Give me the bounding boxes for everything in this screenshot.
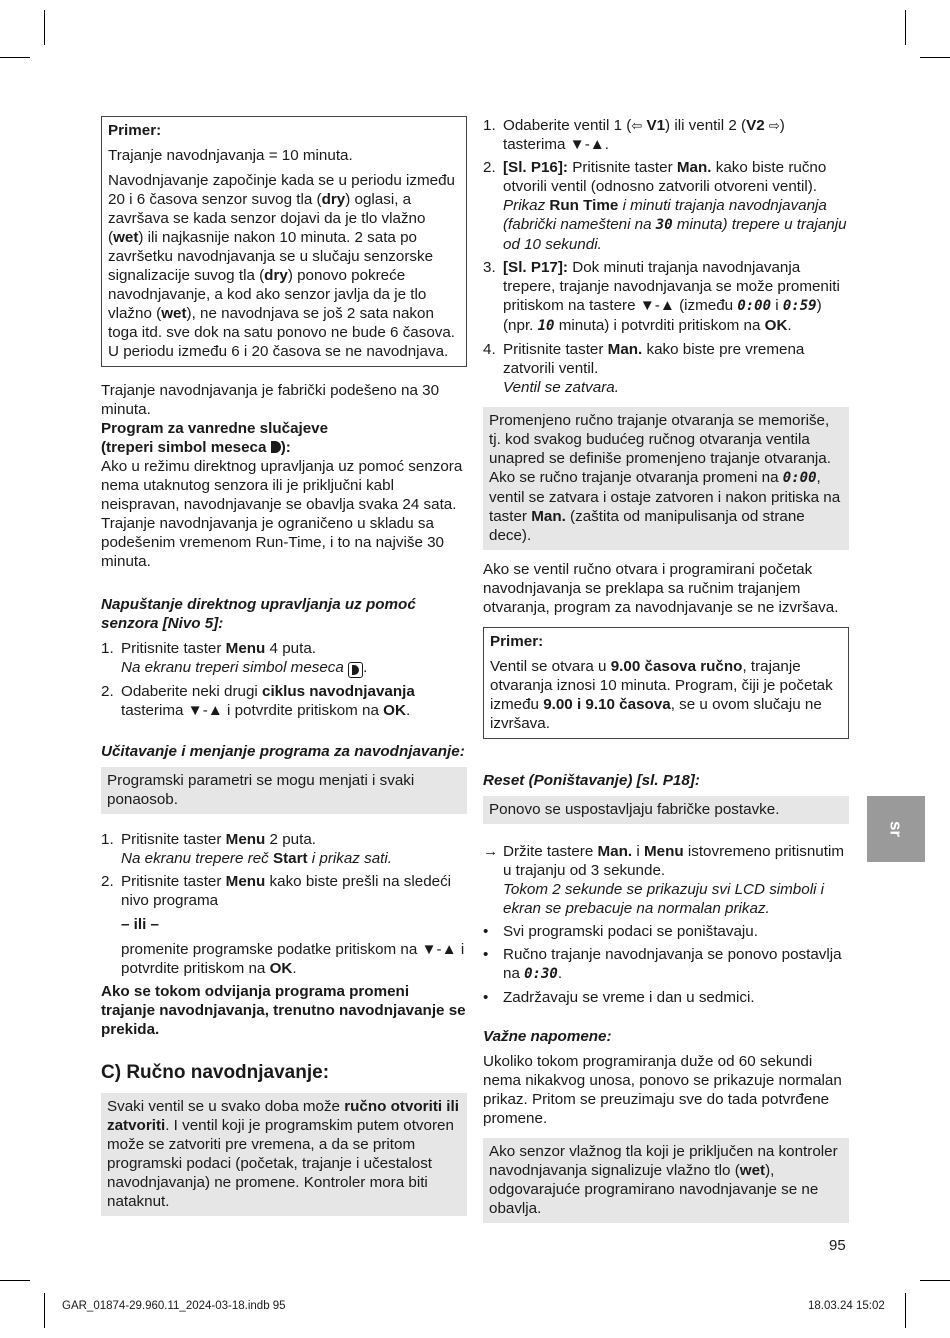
- memorized-duration-note: Promenjeno ručno trajanje otvaranja se memoriše, tj. kod svakog budućeg ručnog otvaranja ventila unapred se definiše promenjeno trajanje otvaranja. Ako se ručno trajanje otvaranja promeni na 0:00, ventil se zatvara i ostaje zatvoren i nakon pritiska na taster Man. (zaštita od manipulisanja od strane dece).: [483, 407, 849, 550]
- reset-note: Ponovo se uspostavljaju fabričke postavke.: [483, 796, 849, 824]
- overlap-text: Ako se ventil ručno otvara i programirani početak navodnjavanja se preklapa sa ručnim trajanjem otvaranja, program za navodnjavanje se ne izvršava.: [483, 561, 839, 616]
- list-item: → Držite tastere Man. i Menu istovremeno pritisnutim u trajanju od 3 sekunde. Tokom 2 sekunde se prikazuju svi LCD simboli i ekran se prebacuje na normalan prikaz.: [483, 843, 844, 917]
- list-item: 2. Odaberite neki drugi ciklus navodnjavanja tasterima ▼-▲ i potvrdite pritiskom na OK.: [101, 683, 415, 719]
- crop-mark: [905, 10, 906, 45]
- manual-irrigation-note: Svaki ventil se u svako doba može ručno otvoriti ili zatvoriti. I ventil koji je programskim putem otvoren može se zatvoriti pre vremena, a da se pritom programski podaci (početak, trajanje i učestalost navodnjavanja) ne promene. Kontroler mora biti nataknut.: [101, 1093, 467, 1216]
- crop-mark: [0, 1280, 30, 1281]
- example-duration: Trajanje navodnjavanja = 10 minuta.: [108, 147, 353, 164]
- arrow-left-icon: ⇦: [631, 118, 643, 133]
- crop-mark: [44, 10, 45, 45]
- leave-sensor-heading: Napuštanje direktnog upravljanja uz pomoć senzora [Nivo 5]:: [101, 596, 416, 632]
- crop-mark: [920, 57, 950, 58]
- load-steps: [101, 830, 467, 978]
- example-box-2: Primer: Ventil se otvara u 9.00 časova ručno, trajanje otvaranja iznosi 10 minuta. Program, čiji je početak između 9.00 i 9.10 časova, se u ovom slučaju ne izvršava.: [483, 627, 849, 739]
- crop-mark: [0, 57, 30, 58]
- left-column: [101, 116, 467, 1216]
- example-title: Primer:: [108, 122, 162, 139]
- example-box: [101, 116, 467, 367]
- load-program-heading: Učitavanje i menjanje programa za navodnjavanje:: [101, 743, 465, 760]
- wet-sensor-note: Ako senzor vlažnog tla koji je priključen na kontroler navodnjavanja signalizuje vlažno tlo (wet), odgovarajuće programirano navodnjavanje se ne obavlja.: [483, 1138, 849, 1223]
- moon-icon: [271, 441, 281, 453]
- list-item: 4. Pritisnite taster Man. kako biste pre vremena zatvorili ventil. Ventil se zatvara.: [483, 341, 805, 396]
- right-column: [483, 116, 849, 1223]
- program-change-warning: Ako se tokom odvijanja programa promeni trajanje navodnjavanja, trenutno navodnjavanje se prekida.: [101, 983, 466, 1038]
- important-notes-heading: Važne napomene:: [483, 1028, 612, 1045]
- list-item: • Zadržavaju se vreme i dan u sedmici.: [483, 989, 755, 1006]
- list-item: 2. [Sl. P16]: Pritisnite taster Man. kako biste ručno otvorili ventil (odnosno zatvorili otvoreni ventil). Prikaz Run Time i minuti trajanja navodnjavanja (fabrički namešteni na 30 minuta) trepere u trajanju od 10 sekundi.: [483, 159, 847, 253]
- reset-list: [483, 842, 849, 1007]
- list-item: 1. Pritisnite taster Menu 2 puta. Na ekranu trepere reč Start i prikaz sati.: [101, 831, 392, 867]
- moon-symbol-icon: [348, 662, 363, 678]
- list-item: 1. Pritisnite taster Menu 4 puta. Na ekranu treperi simbol meseca .: [101, 640, 368, 676]
- reset-heading: Reset (Poništavanje) [sl. P18]:: [483, 772, 700, 789]
- section-manual-irrigation: C) Ručno navodnjavanje:: [101, 1062, 330, 1083]
- crop-mark: [905, 1293, 906, 1328]
- default-duration-text: Trajanje navodnjavanja je fabrički podešeno na 30 minuta.: [101, 382, 440, 418]
- page-number: 95: [829, 1237, 846, 1254]
- important-notes-text: Ukoliko tokom programiranja duže od 60 sekundi nema nikakvog unosa, ponovo se prikazuje normalan prikaz. Pritom se preuzimaju sve do tada potvrđene promene.: [483, 1053, 842, 1127]
- manual-steps: [483, 116, 849, 397]
- arrow-right-icon: ⇨: [768, 118, 780, 133]
- list-item: 1. Odaberite ventil 1 (⇦ V1) ili ventil 2 (V2 ⇨) tasterima ▼-▲.: [483, 117, 785, 153]
- crop-mark: [920, 1280, 950, 1281]
- list-item: • Ručno trajanje navodnjavanja se ponovo postavlja na 0:30.: [483, 946, 842, 982]
- footer-file-info: GAR_01874-29.960.11_2024-03-18.indb 95: [62, 1300, 286, 1312]
- list-item: 3. [Sl. P17]: Dok minuti trajanja navodnjavanja trepere, trajanje navodnjavanja se može promeniti pritiskom na tastere ▼-▲ (između 0:00 i 0:59) (npr. 10 minuta) i potvrditi pritiskom na OK.: [483, 259, 840, 334]
- load-program-note: Programski parametri se mogu menjati i svaki ponaosob.: [101, 767, 467, 814]
- crop-mark: [44, 1293, 45, 1328]
- list-item: • Svi programski podaci se poništavaju.: [483, 923, 758, 940]
- emergency-body: Ako u režimu direktnog upravljanja uz pomoć senzora nema utaknutog senzora ili je priključni kabl neispravan, navodnjavanje se obavlja svaka 24 sata. Trajanje navodnjavanja je ograničeno u skladu sa podešenim vremenom Run-Time, i to na najviše 30 minuta.: [101, 458, 463, 570]
- leave-steps: [101, 639, 467, 720]
- example-text: Navodnjavanje započinje kada se u periodu između 20 i 6 časova senzor suvog tla (dry) oglasi, a završava se kada senzor dojavi da je tlo vlažno (wet) ili najkasnije nakon 10 minuta. 2 sata po završetku navodnjavanja se u slučaju senzorske signalizacije suvog tla (dry) ponovo pokreće navodnjavanje, a kod ako senzor javlja da je tlo vlažno (wet), ne navodnjava se još 2 sata nakon toga itd. sve dok na satu ponovo ne bude 6 časova. U periodu između 6 i 20 časova se ne navodnjava.: [108, 172, 456, 360]
- language-tab: sr: [867, 796, 925, 862]
- footer-date: 18.03.24 15:02: [808, 1300, 885, 1312]
- emergency-title: Program za vanredne slučajeve (treperi simbol meseca ):: [101, 420, 329, 456]
- lcd-value: 30: [655, 217, 673, 233]
- list-item: 2. Pritisnite taster Menu kako biste prešli na sledeći nivo programa – ili – promenite programske podatke pritiskom na ▼-▲ i potvrdite pritiskom na OK.: [101, 873, 465, 977]
